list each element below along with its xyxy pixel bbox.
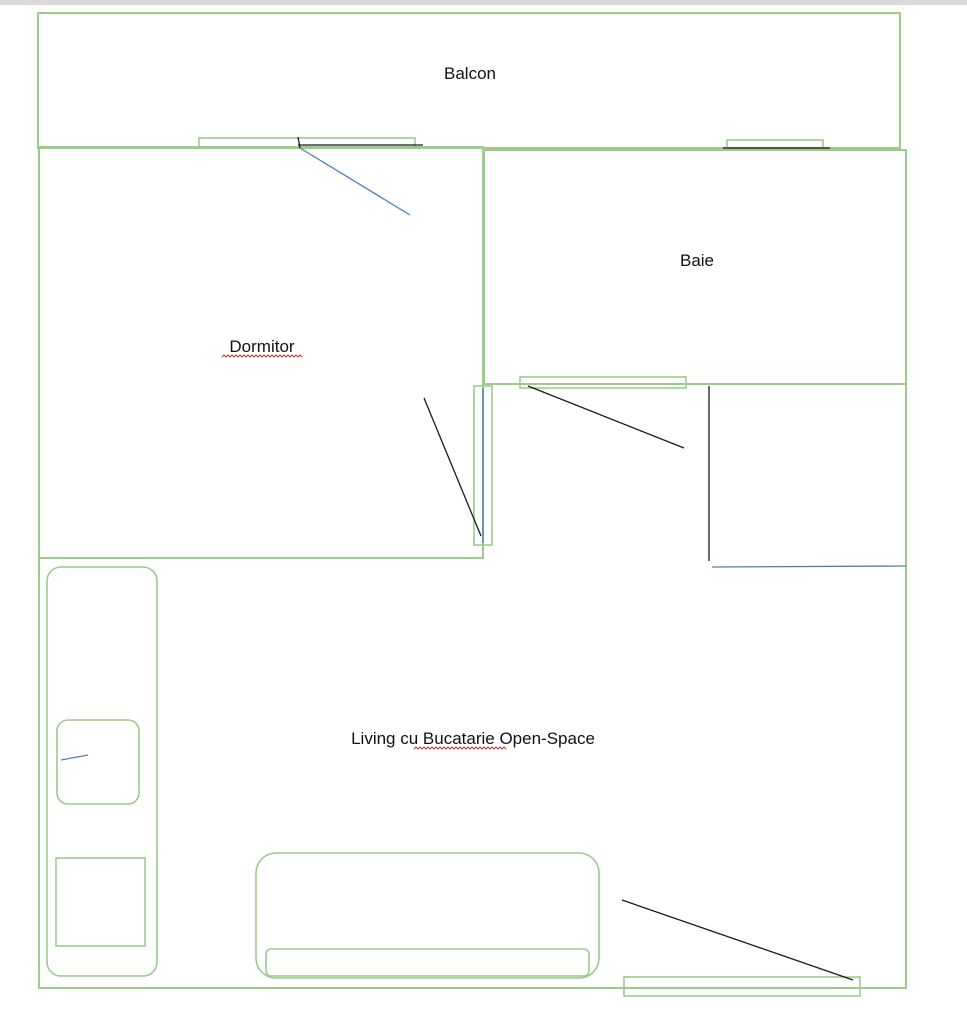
sofa-seat [266, 949, 589, 976]
bucatarie-spellcheck-underline [414, 747, 506, 749]
bedroom-door-swing [424, 398, 481, 536]
sofa [256, 853, 599, 978]
living-outline [39, 384, 906, 988]
sink-tap [61, 755, 88, 760]
entrance-door-frame [624, 977, 860, 996]
kitchen-sink [57, 720, 139, 804]
living-label: Living cu Bucatarie Open-Space [351, 729, 595, 748]
bathroom-balcony-window [727, 140, 823, 148]
bathroom-label: Baie [679, 251, 715, 270]
kitchen-counter [47, 567, 157, 976]
kitchen-stove [56, 858, 145, 946]
bathroom-door-swing [528, 386, 684, 448]
balcony-label: Balcon [444, 64, 496, 83]
storage-door [712, 566, 906, 567]
entrance-door-swing [622, 900, 853, 980]
bathroom-door-frame [520, 377, 686, 388]
balcony-door-swing [300, 148, 410, 215]
bedroom-label: Dormitor [229, 337, 295, 356]
